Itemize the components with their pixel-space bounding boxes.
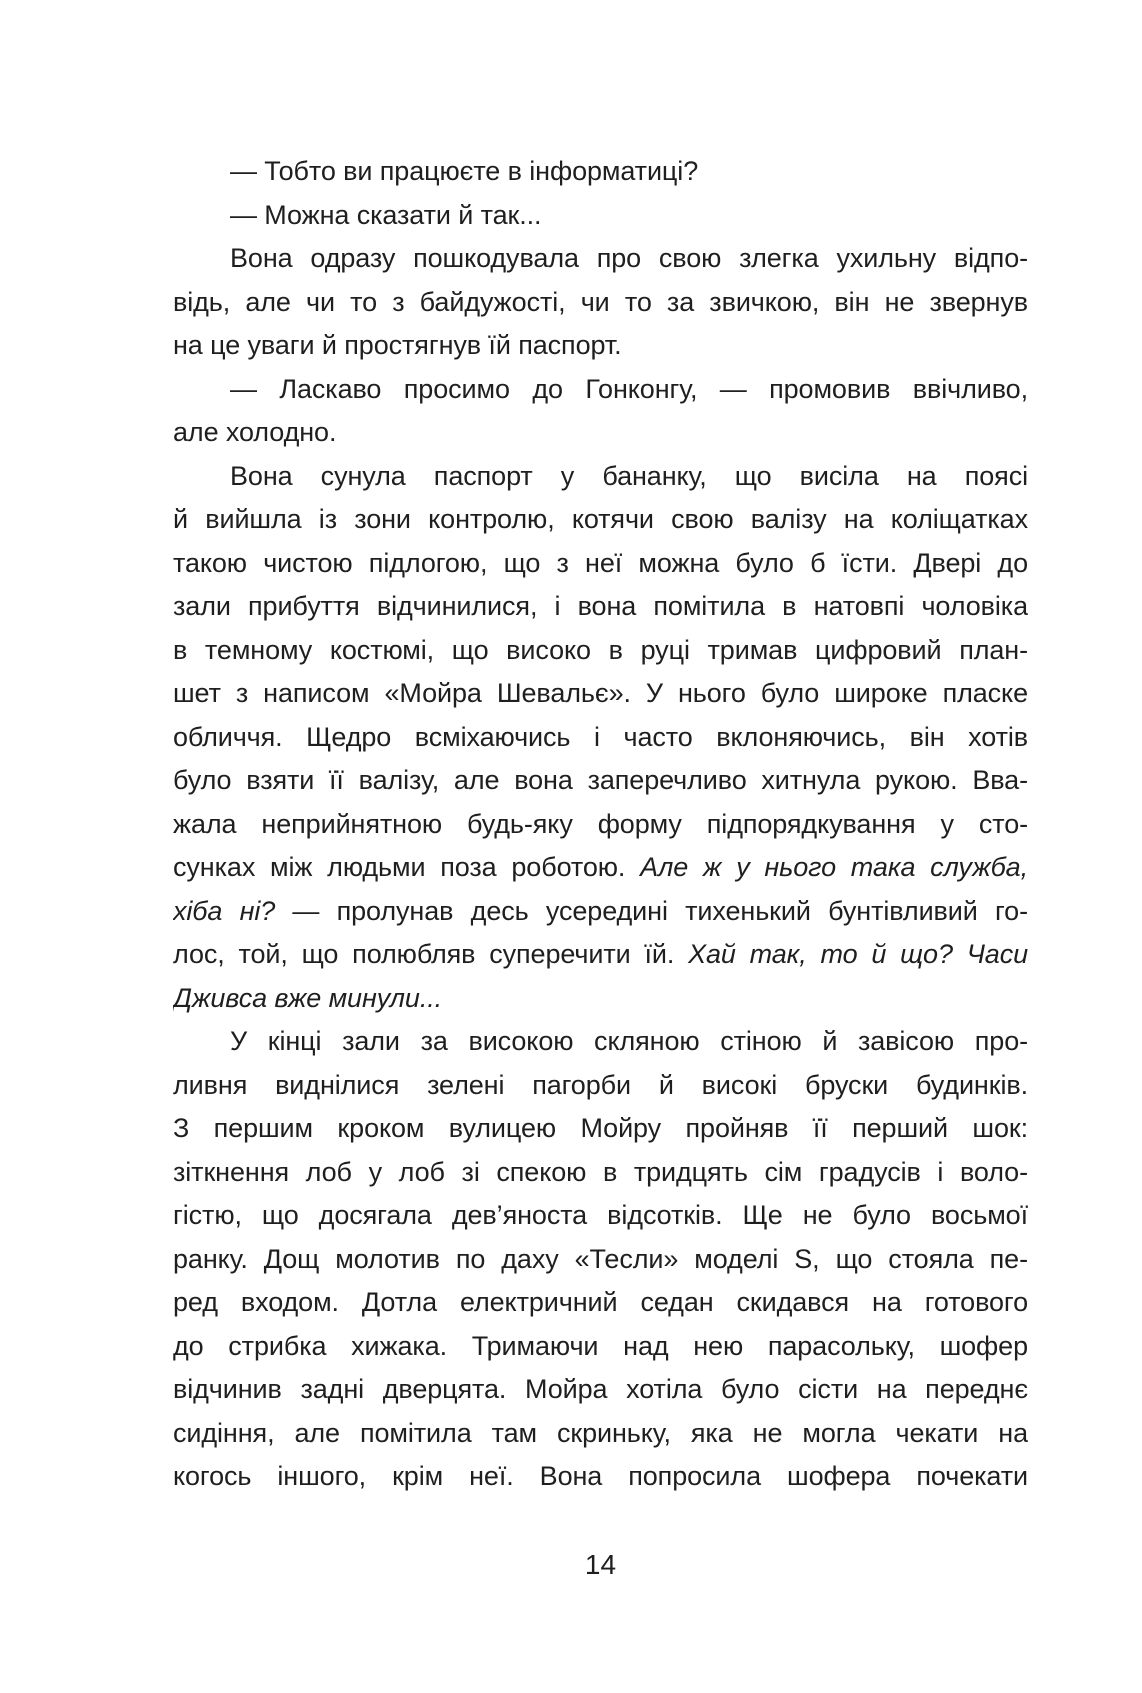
text-line xyxy=(173,759,1028,803)
text-run: сидіння, але помітила там скриньку, яка не могла чекати на xyxy=(173,1417,1028,1448)
text-line xyxy=(173,585,1028,629)
text-run: ливня виднілися зелені пагорби й високі бруски будинків. xyxy=(173,1069,1028,1100)
text-run: й вийшла із зони контролю, котячи свою валізу на коліщатках xyxy=(173,504,1028,534)
text-line xyxy=(173,1064,1028,1108)
text-run: — пролунав десь усередині тихенький бунтівливий го- xyxy=(275,895,1028,926)
text-line xyxy=(173,890,1028,934)
text-line xyxy=(173,542,1028,586)
text-run: ред входом. Дотла електричний седан скидався на готового xyxy=(173,1287,1028,1317)
text-line xyxy=(173,455,1028,499)
text-run: шет з написом «Мойра Шевальє». У нього було широке пласке xyxy=(173,678,1028,708)
text-run: — Тобто ви працюєте в інформатиці? xyxy=(230,156,699,186)
text-line xyxy=(173,672,1028,716)
text-run: З першим кроком вулицею Мойру пройняв її перший шок: xyxy=(173,1113,1028,1143)
text-line xyxy=(173,1412,1028,1456)
text-line xyxy=(173,1020,1028,1064)
text-run: гістю, що досягала дев’яноста відсотків. Ще не було восьмої xyxy=(173,1200,1028,1230)
text-run: в темному костюмі, що високо в руці тримав цифровий план- xyxy=(173,634,1028,665)
text-line xyxy=(173,368,1028,412)
italic-text-run: Але ж у нього така служба, xyxy=(640,852,1028,882)
text-line xyxy=(173,281,1028,325)
italic-text-run: хіба ні? xyxy=(173,895,276,926)
text-line xyxy=(173,1325,1028,1369)
text-line xyxy=(173,194,1028,238)
text-run: такою чистою підлогою, що з неї можна було б їсти. Двері до xyxy=(173,547,1028,578)
text-line xyxy=(173,1151,1028,1195)
text-line xyxy=(173,803,1028,847)
text-line xyxy=(173,1194,1028,1238)
text-line xyxy=(173,237,1028,281)
text-run: Вона одразу пошкодувала про свою злегка ухильну відпо- xyxy=(230,243,1028,273)
text-run: — Можна сказати й так... xyxy=(230,199,542,230)
text-run: відчинив задні дверцята. Мойра хотіла було сісти на переднє xyxy=(173,1374,1028,1404)
text-run: до стрибка хижака. Тримаючи над нею парасольку, шофер xyxy=(173,1330,1028,1361)
text-block xyxy=(173,150,1028,1499)
text-run: зіткнення лоб у лоб зі спекою в тридцять сім градусів і воло- xyxy=(173,1156,1028,1187)
text-line xyxy=(173,1238,1028,1282)
text-line xyxy=(173,324,1028,368)
page-number: 14 xyxy=(584,1549,617,1580)
text-run: було взяти її валізу, але вона заперечливо хитнула рукою. Вва- xyxy=(173,765,1028,795)
text-line xyxy=(173,629,1028,673)
text-line xyxy=(173,411,1028,455)
text-run: жала неприйнятною будь-яку форму підпорядкування у сто- xyxy=(173,808,1028,839)
text-line xyxy=(173,150,1028,194)
text-run: лос, той, що полюбляв суперечити їй. xyxy=(173,939,689,969)
italic-text-run: Дживса вже минули... xyxy=(173,982,443,1013)
text-line xyxy=(173,846,1028,890)
text-run: ранку. Дощ молотив по даху «Тесли» моделі S, що стояла пе- xyxy=(173,1243,1028,1274)
text-line xyxy=(173,977,1028,1021)
text-line xyxy=(173,498,1028,542)
text-line xyxy=(173,1455,1028,1499)
text-run: але холодно. xyxy=(173,417,337,447)
text-run: когось іншого, крім неї. Вона попросила шофера почекати xyxy=(173,1461,1028,1491)
text-run: сунках між людьми поза роботою. xyxy=(173,852,641,882)
text-run: — Ласкаво просимо до Гонконгу, — промовив ввічливо, xyxy=(230,373,1028,404)
text-run: зали прибуття відчинилися, і вона помітила в натовпі чоловіка xyxy=(173,591,1028,621)
text-line xyxy=(173,1107,1028,1151)
text-run: обличчя. Щедро всміхаючись і часто вклоняючись, він хотів xyxy=(173,721,1028,752)
text-line xyxy=(173,716,1028,760)
text-line xyxy=(173,1368,1028,1412)
italic-text-run: Хай так, то й що? Часи xyxy=(688,939,1028,969)
text-run: відь, але чи то з байдужості, чи то за звичкою, він не звернув xyxy=(173,286,1028,317)
text-run: У кінці зали за високою скляною стіною й завісою про- xyxy=(230,1026,1028,1056)
text-line xyxy=(173,933,1028,977)
text-run: Вона сунула паспорт у бананку, що висіла на поясі xyxy=(230,460,1028,491)
text-line xyxy=(173,1281,1028,1325)
text-run: на це уваги й простягнув їй паспорт. xyxy=(173,330,622,360)
